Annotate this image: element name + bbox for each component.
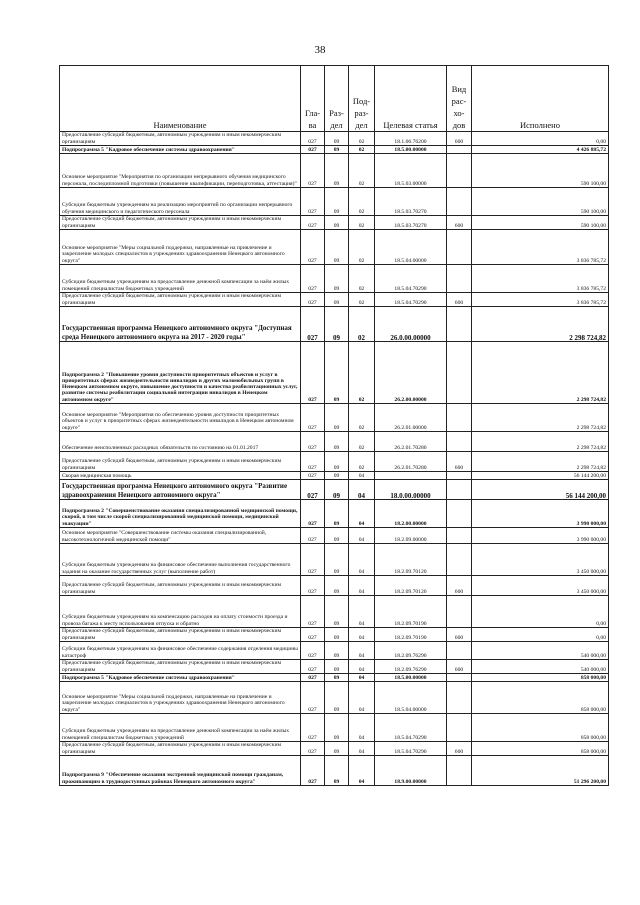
row-glava: 027 [301,230,325,265]
row-razdel: 09 [325,188,349,216]
row-razdel: 09 [325,628,349,642]
row-glava: 027 [301,480,325,500]
row-glava: 027 [301,544,325,576]
row-name: Государственная программа Ненецкого автономного округа "Развитие здравоохранения Ненецкого автономного округа" [60,480,301,500]
header-name: Наименование [60,66,301,132]
row-vid-rashodov: 600 [447,660,472,674]
row-glava: 027 [301,628,325,642]
row-amount: 858 000,00 [472,714,609,742]
row-podrazdel: 04 [349,480,375,500]
row-razdel: 09 [325,342,349,404]
row-name: Субсидии бюджетным учреждениям на предоставление денежной компенсации за наём жилых помещений специалистам бюджетных учреждений [60,714,301,742]
row-amount: 2 298 724,82 [472,432,609,452]
row-name: Предоставление субсидий бюджетным, автономным учреждениям и иным некоммерческим организациям [60,216,301,230]
row-razdel: 09 [325,132,349,146]
row-name: Предоставление субсидий бюджетным, автономным учреждениям и иным некоммерческим организациям [60,452,301,472]
table-row [60,404,609,432]
row-vid-rashodov [447,472,472,480]
row-amount: 4 426 885,72 [472,146,609,154]
row-amount: 3 836 785,72 [472,293,609,307]
row-podrazdel: 04 [349,714,375,742]
row-razdel: 09 [325,576,349,596]
row-podrazdel: 04 [349,500,375,528]
row-glava: 027 [301,660,325,674]
row-amount: 3 450 000,00 [472,576,609,596]
row-name: Субсидии бюджетным учреждениям на предоставление денежной компенсации за наём жилых помещений специалистам бюджетных учреждений [60,265,301,293]
row-razdel: 09 [325,660,349,674]
row-tselevaya-statya: 26.2.01.70280 [375,432,447,452]
row-razdel: 09 [325,544,349,576]
row-podrazdel: 02 [349,230,375,265]
row-name: Подпрограмма 9 "Обеспечение оказания экстренной медицинской помощи гражданам, проживающим в труднодоступных районах Ненецкого автономного округа" [60,756,301,786]
row-podrazdel: 02 [349,404,375,432]
row-razdel: 09 [325,154,349,188]
row-podrazdel: 04 [349,642,375,660]
row-vid-rashodov [447,500,472,528]
row-podrazdel: 02 [349,188,375,216]
table-row [60,146,609,154]
row-name: Предоставление субсидий бюджетным, автономным учреждениям и иным некоммерческим организациям [60,742,301,756]
table-header-row [60,66,609,132]
page-number: 38 [314,44,326,56]
table-row [60,742,609,756]
row-tselevaya-statya: 18.2.09.70120 [375,544,447,576]
row-amount: 56 144 200,00 [472,472,609,480]
row-amount: 2 298 724,82 [472,452,609,472]
table-row [60,265,609,293]
row-vid-rashodov [447,480,472,500]
row-vid-rashodov: 600 [447,452,472,472]
row-razdel: 09 [325,307,349,342]
row-tselevaya-statya: 18.5.04.70290 [375,742,447,756]
row-glava: 027 [301,756,325,786]
row-razdel: 09 [325,674,349,682]
table-row [60,714,609,742]
row-vid-rashodov [447,230,472,265]
row-podrazdel: 04 [349,576,375,596]
row-glava: 027 [301,472,325,480]
table-row [60,132,609,146]
row-vid-rashodov [447,265,472,293]
row-vid-rashodov [447,682,472,714]
row-amount: 0,00 [472,596,609,628]
row-glava: 027 [301,342,325,404]
table-row [60,452,609,472]
row-podrazdel: 04 [349,674,375,682]
row-tselevaya-statya: 18.5.00.00000 [375,146,447,154]
table-row [60,342,609,404]
row-podrazdel: 02 [349,216,375,230]
row-podrazdel: 04 [349,628,375,642]
row-tselevaya-statya: 18.5.03.00000 [375,154,447,188]
row-podrazdel: 02 [349,293,375,307]
row-podrazdel: 02 [349,146,375,154]
row-glava: 027 [301,146,325,154]
row-podrazdel: 04 [349,472,375,480]
row-amount: 540 000,00 [472,642,609,660]
table-row [60,660,609,674]
row-glava: 027 [301,132,325,146]
row-glava: 027 [301,742,325,756]
row-name: Подпрограмма 2 "Совершенствование оказания специализированной медицинской помощи, скорой, в том числе скорой специализированной медицинской помощи, медицинской эвакуации" [60,500,301,528]
row-name: Основное мероприятие "Мероприятия по обеспечению уровня доступности приоритетных объектов и услуг в приоритетных сферах жизнедеятельности инвалидов в Ненецком автономном округе" [60,404,301,432]
row-amount: 858 000,00 [472,742,609,756]
row-name: Субсидии бюджетным учреждениям на финансовое обеспечение содержания отделения медицины катастроф [60,642,301,660]
row-tselevaya-statya: 26.2.00.00000 [375,342,447,404]
row-glava: 027 [301,528,325,544]
row-vid-rashodov [447,596,472,628]
row-name: Предоставление субсидий бюджетным, автономным учреждениям и иным некоммерческим организациям [60,628,301,642]
row-vid-rashodov: 600 [447,628,472,642]
row-tselevaya-statya: 18.5.03.70270 [375,216,447,230]
row-amount: 56 144 200,00 [472,480,609,500]
row-tselevaya-statya: 18.2.09.70190 [375,596,447,628]
row-vid-rashodov [447,146,472,154]
row-tselevaya-statya: 18.5.04.70290 [375,293,447,307]
row-vid-rashodov [447,432,472,452]
table-row [60,596,609,628]
row-razdel: 09 [325,404,349,432]
row-vid-rashodov: 600 [447,293,472,307]
row-glava: 027 [301,188,325,216]
row-podrazdel: 04 [349,742,375,756]
row-razdel: 09 [325,642,349,660]
row-tselevaya-statya: 18.5.04.00000 [375,230,447,265]
table-row [60,674,609,682]
budget-execution-table [59,65,609,786]
header-ispolneno: Исполнено [472,66,609,132]
row-tselevaya-statya: 18.2.09.70190 [375,628,447,642]
row-vid-rashodov [447,642,472,660]
table-row [60,528,609,544]
row-amount: 3 990 000,00 [472,528,609,544]
row-razdel: 09 [325,230,349,265]
row-tselevaya-statya: 26.0.00.00000 [375,307,447,342]
row-glava: 027 [301,216,325,230]
row-amount: 0,00 [472,628,609,642]
row-razdel: 09 [325,528,349,544]
row-razdel: 09 [325,742,349,756]
row-razdel: 09 [325,596,349,628]
table-row [60,480,609,500]
row-glava: 027 [301,293,325,307]
row-tselevaya-statya [375,472,447,480]
table-row [60,756,609,786]
row-glava: 027 [301,452,325,472]
table-row [60,500,609,528]
row-podrazdel: 02 [349,132,375,146]
row-name: Подпрограмма 2 "Повышение уровня доступности приоритетных объектов и услуг в приоритетных сферах жизнедеятельности инвалидов и других маломобильных групп в Ненецком автономном округе, повышение доступности и качества реабилитационных услуг, развитие системы реабилитации социальной интеграции инвалидов в Ненецком автономном округе" [60,342,301,404]
row-name: Основное мероприятие "Меры социальной поддержки, направленные на привлечение и закрепление молодых специалистов в учреждениях здравоохранения Ненецкого автономного округа" [60,230,301,265]
row-amount: 858 000,00 [472,674,609,682]
row-vid-rashodov [447,528,472,544]
row-name: Предоставление субсидий бюджетным, автономным учреждениям и иным некоммерческим организациям [60,132,301,146]
row-name: Предоставление субсидий бюджетным, автономным учреждениям и иным некоммерческим организациям [60,660,301,674]
row-tselevaya-statya: 18.2.09.76290 [375,660,447,674]
row-amount: 3 990 000,00 [472,500,609,528]
row-tselevaya-statya: 18.9.00.00000 [375,756,447,786]
header-tselevaya-statya: Целевая статья [375,66,447,132]
table-row [60,432,609,452]
row-tselevaya-statya: 18.2.09.70120 [375,576,447,596]
row-amount: 0,00 [472,132,609,146]
row-vid-rashodov [447,154,472,188]
row-razdel: 09 [325,432,349,452]
row-name: Обеспечение неисполненных расходных обязательств по состоянию на 01.01.2017 [60,432,301,452]
row-name: Предоставление субсидий бюджетным, автономным учреждениям и иным некоммерческим организациям [60,576,301,596]
row-tselevaya-statya: 18.2.09.76290 [375,642,447,660]
row-tselevaya-statya: 18.2.09.00000 [375,528,447,544]
row-glava: 027 [301,432,325,452]
row-glava: 027 [301,265,325,293]
row-podrazdel: 02 [349,265,375,293]
row-razdel: 09 [325,756,349,786]
row-name: Подпрограмма 5 "Кадровое обеспечение системы здравоохранения" [60,674,301,682]
header-razdel: Раз-дел [325,66,349,132]
row-vid-rashodov [447,342,472,404]
row-amount: 2 298 724,82 [472,342,609,404]
row-razdel: 09 [325,480,349,500]
row-podrazdel: 02 [349,154,375,188]
row-amount: 2 298 724,82 [472,404,609,432]
row-glava: 027 [301,714,325,742]
row-name: Основное мероприятие "Мероприятия по организации непрерывного обучения медицинского персонала, последипломной подготовки (повышение квалификации, переподготовка, аттестация)" [60,154,301,188]
row-amount: 590 100,00 [472,154,609,188]
row-name: Государственная программа Ненецкого автономного округа "Доступная среда Ненецкого автономного округа на 2017 - 2020 годы" [60,307,301,342]
row-name: Основное мероприятие "Совершенствование системы оказания специализированной, высокотехнологичной медицинской помощи" [60,528,301,544]
row-glava: 027 [301,154,325,188]
table-row [60,472,609,480]
table-row [60,307,609,342]
row-glava: 027 [301,674,325,682]
row-tselevaya-statya: 18.5.04.70290 [375,265,447,293]
table-row [60,293,609,307]
row-glava: 027 [301,500,325,528]
row-tselevaya-statya: 18.5.03.70270 [375,188,447,216]
row-name: Предоставление субсидий бюджетным, автономным учреждениям и иным некоммерческим организациям [60,293,301,307]
row-amount: 2 298 724,82 [472,307,609,342]
row-razdel: 09 [325,265,349,293]
row-vid-rashodov [447,188,472,216]
row-razdel: 09 [325,682,349,714]
row-amount: 590 100,00 [472,216,609,230]
row-podrazdel: 04 [349,544,375,576]
row-name: Основное мероприятие "Меры социальной поддержки, направленные на привлечение и закрепление молодых специалистов в учреждениях здравоохранения Ненецкого автономного округа" [60,682,301,714]
header-vid-rashodov: Вид рас-хо-дов [447,66,472,132]
row-razdel: 09 [325,293,349,307]
row-tselevaya-statya: 18.2.00.00000 [375,500,447,528]
row-podrazdel: 02 [349,307,375,342]
row-glava: 027 [301,642,325,660]
row-podrazdel: 02 [349,432,375,452]
row-amount: 3 450 000,00 [472,544,609,576]
table-body [60,132,609,786]
row-razdel: 09 [325,452,349,472]
table-row [60,642,609,660]
header-glava: Гла-ва [301,66,325,132]
row-glava: 027 [301,596,325,628]
table-row [60,576,609,596]
row-vid-rashodov [447,756,472,786]
row-podrazdel: 04 [349,660,375,674]
row-podrazdel: 04 [349,756,375,786]
row-razdel: 09 [325,216,349,230]
row-amount: 590 100,00 [472,188,609,216]
row-podrazdel: 02 [349,452,375,472]
row-vid-rashodov [447,674,472,682]
row-vid-rashodov: 600 [447,132,472,146]
table-row [60,230,609,265]
row-amount: 51 296 200,00 [472,756,609,786]
row-glava: 027 [301,682,325,714]
table-row [60,216,609,230]
row-tselevaya-statya: 18.0.00.00000 [375,480,447,500]
row-name: Субсидии бюджетным учреждениям на финансовое обеспечение выполнения государственного задания на оказание государственных услуг (выполнение работ) [60,544,301,576]
row-razdel: 09 [325,500,349,528]
row-tselevaya-statya: 18.1.06.76200 [375,132,447,146]
row-tselevaya-statya: 18.5.04.70290 [375,714,447,742]
table-row [60,682,609,714]
row-amount: 858 000,00 [472,682,609,714]
row-name: Субсидии бюджетным учреждениям на реализацию мероприятий по организации непрерывного обучения медицинского и педагогического персонала [60,188,301,216]
row-amount: 540 000,00 [472,660,609,674]
row-vid-rashodov [447,714,472,742]
row-vid-rashodov: 600 [447,742,472,756]
row-amount: 3 836 785,72 [472,265,609,293]
row-podrazdel: 04 [349,528,375,544]
table-row [60,188,609,216]
row-razdel: 09 [325,146,349,154]
row-vid-rashodov: 600 [447,216,472,230]
table-row [60,154,609,188]
row-podrazdel: 04 [349,682,375,714]
row-name: Субсидии бюджетным учреждениям на компенсацию расходов на оплату стоимости проезда и провоза багажа к месту использования отпуска и обратно [60,596,301,628]
row-tselevaya-statya: 18.5.04.00000 [375,682,447,714]
row-tselevaya-statya: 26.2.01.00000 [375,404,447,432]
row-name: Скорая медицинская помощь [60,472,301,480]
row-tselevaya-statya: 26.2.01.70280 [375,452,447,472]
row-podrazdel: 04 [349,596,375,628]
header-podrazdel: Под-раз-дел [349,66,375,132]
row-podrazdel: 02 [349,342,375,404]
row-vid-rashodov [447,544,472,576]
table-row [60,544,609,576]
row-glava: 027 [301,404,325,432]
row-name: Подпрограмма 5 "Кадровое обеспечение системы здравоохранения" [60,146,301,154]
row-glava: 027 [301,576,325,596]
row-vid-rashodov [447,307,472,342]
row-tselevaya-statya: 18.5.00.00000 [375,674,447,682]
row-razdel: 09 [325,472,349,480]
row-amount: 3 836 785,72 [472,230,609,265]
row-vid-rashodov [447,404,472,432]
row-glava: 027 [301,307,325,342]
row-razdel: 09 [325,714,349,742]
table-row [60,628,609,642]
row-vid-rashodov: 600 [447,576,472,596]
